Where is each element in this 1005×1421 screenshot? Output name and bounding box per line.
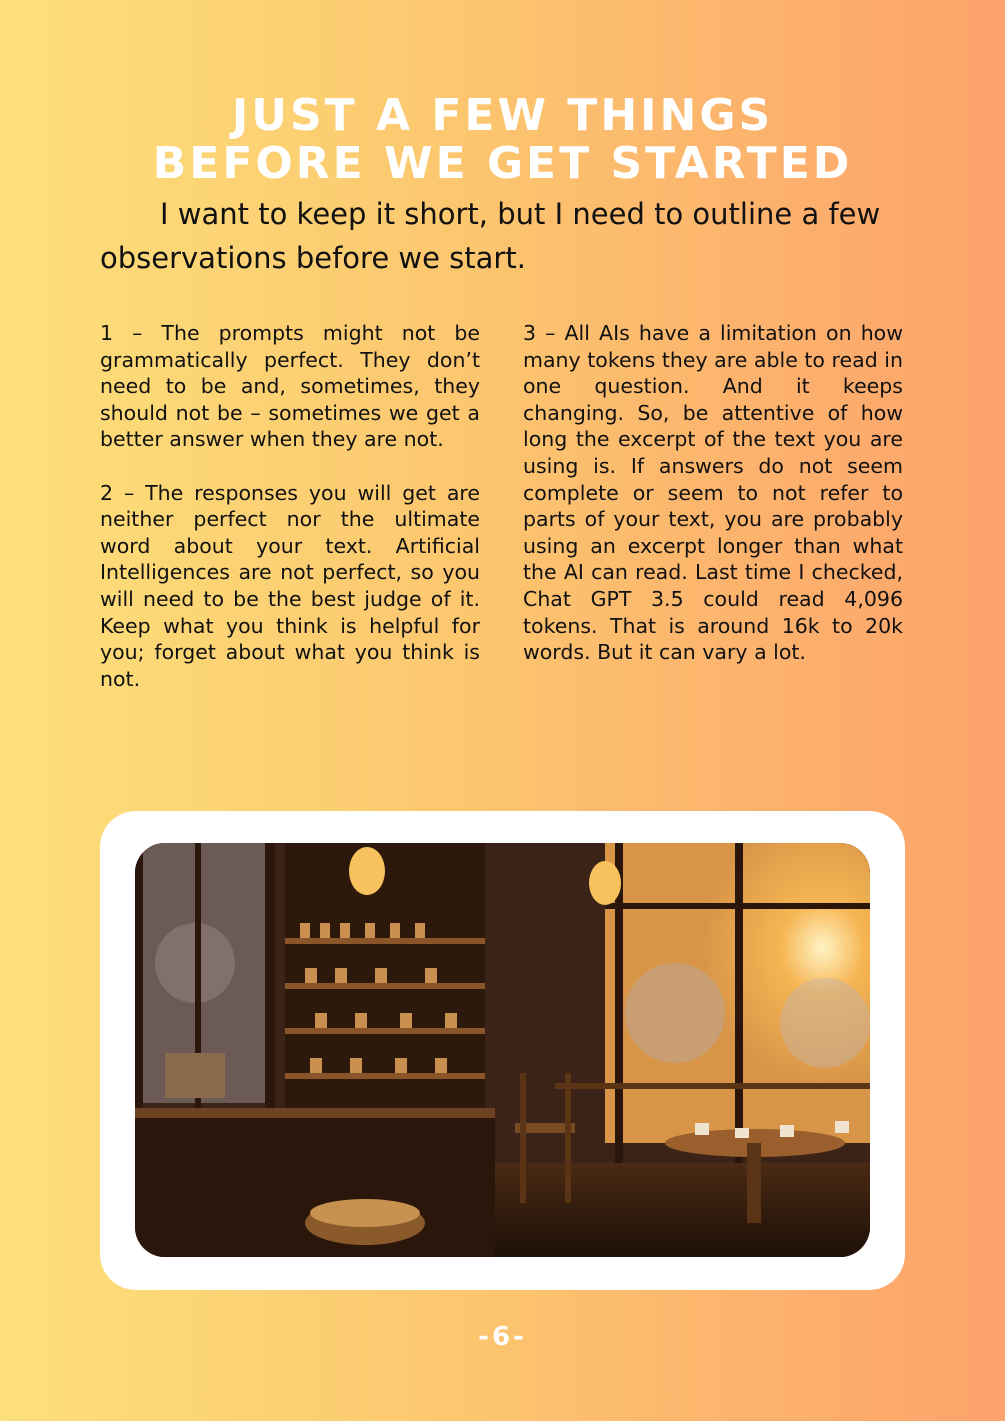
cafe-illustration xyxy=(135,843,870,1257)
page-title xyxy=(0,92,1005,188)
point-1: 1 – The prompts might not be grammatically perfect. They don’t need to be and, sometimes, they should not be – sometimes we get a better answer when they are not. xyxy=(100,321,480,452)
cafe-scene-graphic xyxy=(135,843,870,1257)
point-2: 2 – The responses you will get are neither perfect nor the ultimate word about your text. Artificial Intelligences are not perfect, so you will need to be the best judge of it. Keep what you think is helpful for you; forget about what you think is not. xyxy=(100,480,480,691)
page-title-line-1: JUST A FEW THINGS xyxy=(231,90,774,141)
left-column xyxy=(100,320,480,719)
page-title-line-2: BEFORE WE GET STARTED xyxy=(152,138,853,189)
intro-paragraph: I want to keep it short, but I need to outline a few observations before we start. xyxy=(100,197,881,275)
page-number: -6- xyxy=(478,1322,527,1352)
point-3: 3 – All AIs have a limitation on how many tokens they are able to read in one question. And it keeps changing. So, be attentive of how long the excerpt of the text you are using is. If answers do not seem complete or seem to not refer to parts of your text, you are probably using an excerpt longer than what the AI can read. Last time I checked, Chat GPT 3.5 could read 4,096 tokens. That is around 16k to 20k words. But it can vary a lot. xyxy=(523,321,903,665)
right-column xyxy=(523,320,903,692)
